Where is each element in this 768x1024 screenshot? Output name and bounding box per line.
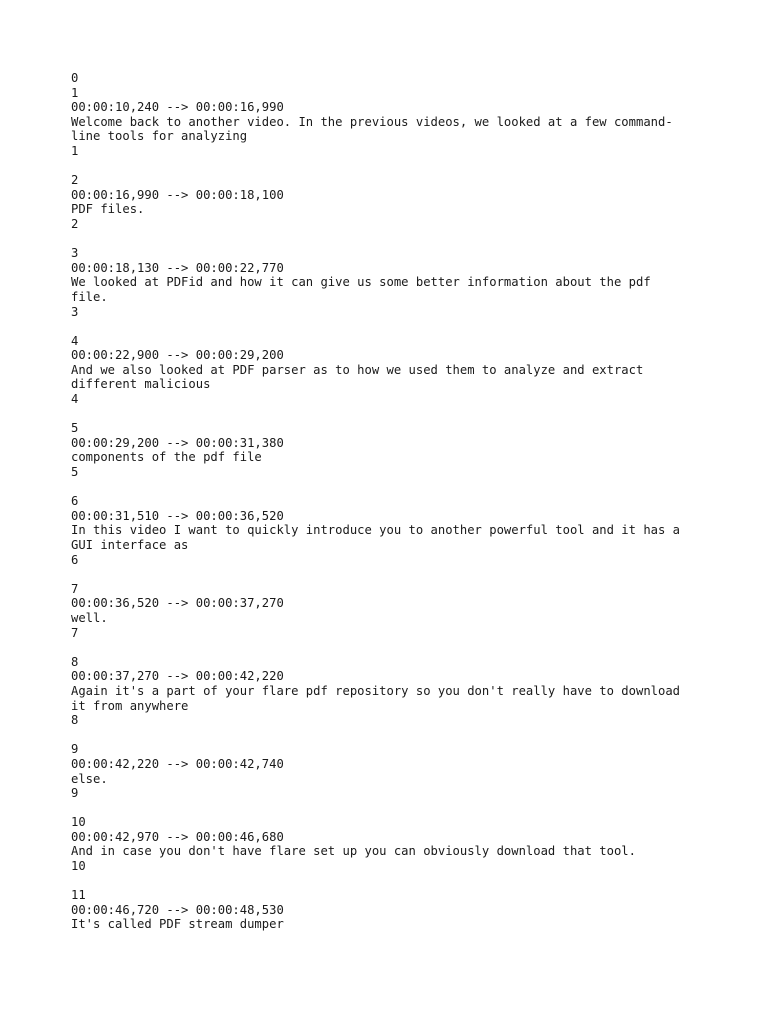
transcript-line: Again it's a part of your flare pdf repository so you don't really have to download: [71, 683, 681, 698]
transcript-line: 6: [71, 494, 79, 509]
transcript-line: 00:00:31,510 --> 00:00:36,520: [71, 508, 284, 523]
transcript-line: 00:00:42,970 --> 00:00:46,680: [71, 829, 284, 844]
transcript-line: [71, 159, 711, 174]
transcript-line: 00:00:18,130 --> 00:00:22,770: [71, 260, 284, 275]
transcript-line: 6: [71, 552, 79, 567]
transcript-line: 3: [71, 304, 79, 319]
transcript-line: [71, 480, 711, 495]
transcript-line: In this video I want to quickly introduce you to another powerful tool and it has a: [71, 523, 681, 538]
transcript-line: 00:00:22,900 --> 00:00:29,200: [71, 348, 284, 363]
transcript-line: 1: [71, 143, 79, 158]
transcript-line: 1: [71, 85, 79, 100]
transcript-line: We looked at PDFid and how it can give us some better information about the pdf: [71, 275, 651, 290]
transcript-line: 00:00:29,200 --> 00:00:31,380: [71, 435, 284, 450]
transcript-line: GUI interface as: [71, 538, 189, 552]
transcript-line: [71, 232, 711, 247]
transcript-line: 2: [71, 173, 79, 188]
transcript-line: PDF files.: [71, 202, 145, 217]
transcript-line: 2: [71, 216, 79, 231]
transcript-line: 00:00:10,240 --> 00:00:16,990: [71, 100, 284, 115]
transcript-line: file.: [71, 289, 108, 304]
transcript-line: it from anywhere: [71, 698, 189, 713]
transcript-line: 00:00:16,990 --> 00:00:18,100: [71, 187, 284, 202]
transcript-line: 5: [71, 421, 79, 436]
transcript-line: [71, 728, 711, 743]
transcript-line: 00:00:42,220 --> 00:00:42,740: [71, 756, 284, 771]
transcript-line: line tools for analyzing: [71, 129, 248, 144]
transcript-line: 7: [71, 581, 79, 596]
transcript-line: 8: [71, 713, 79, 728]
transcript-line: well.: [71, 610, 108, 625]
transcript-line: [71, 640, 711, 655]
transcript-line: 00:00:46,720 --> 00:00:48,530: [71, 902, 284, 917]
transcript-line: 8: [71, 654, 79, 669]
transcript-line: [71, 567, 711, 582]
transcript-line: 3: [71, 246, 79, 261]
transcript-line: [71, 801, 711, 816]
transcript-line: 4: [71, 392, 79, 407]
transcript-line: 00:00:37,270 --> 00:00:42,220: [71, 669, 284, 684]
transcript-line: 10: [71, 815, 86, 830]
transcript-line: 9: [71, 742, 79, 757]
transcript-line: 10: [71, 859, 86, 874]
transcript-line: 11: [71, 888, 86, 903]
transcript-line: 00:00:36,520 --> 00:00:37,270: [71, 596, 284, 611]
transcript-line: 5: [71, 465, 79, 480]
transcript-line: 7: [71, 625, 79, 640]
transcript-line: 9: [71, 786, 79, 801]
transcript-line: else.: [71, 771, 108, 786]
transcript-line: components of the pdf file: [71, 450, 262, 465]
transcript-line: And we also looked at PDF parser as to how we used them to analyze and extract: [71, 362, 644, 377]
transcript-line: And in case you don't have flare set up you can obviously download that tool.: [71, 844, 636, 859]
transcript-line: [71, 319, 711, 334]
transcript-line: different malicious: [71, 377, 211, 392]
transcript-line: [71, 407, 711, 422]
transcript-line: Welcome back to another video. In the previous videos, we looked at a few command-: [71, 114, 673, 129]
transcript-line: [71, 874, 711, 889]
transcript-line: It's called PDF stream dumper: [71, 917, 284, 932]
transcript-line: 0: [71, 71, 79, 85]
subtitle-transcript: [71, 71, 711, 932]
transcript-line: 4: [71, 333, 79, 348]
